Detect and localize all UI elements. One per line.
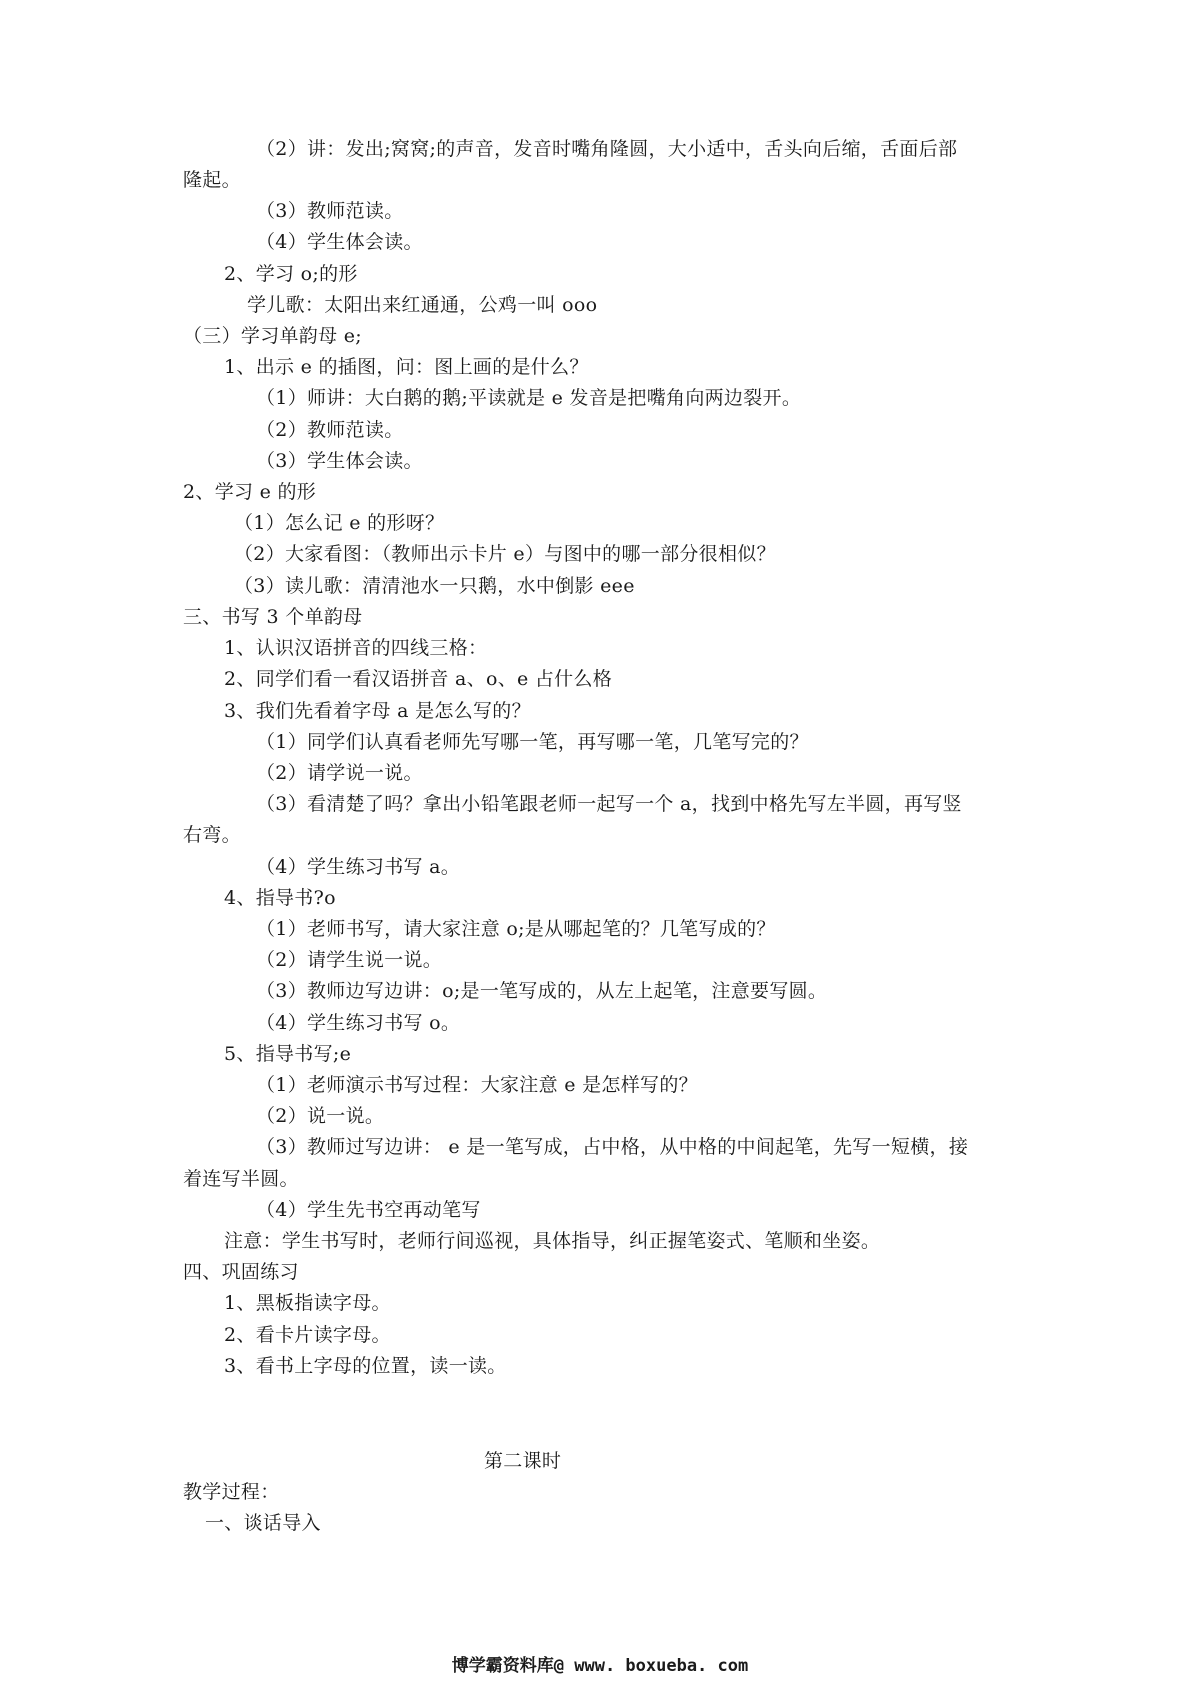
text-line: （4）学生练习书写 a。 [256, 856, 461, 878]
text-line: （3）看清楚了吗？拿出小铅笔跟老师一起写一个 a，找到中格先写左半圆，再写竖 [256, 793, 962, 815]
text-line: （1）怎么记 e 的形呀？ [234, 512, 445, 534]
text-line: （4）学生练习书写 o。 [256, 1012, 461, 1034]
text-line: （2）讲：发出;窝窝;的声音，发音时嘴角隆圆，大小适中，舌头向后缩，舌面后部 [256, 138, 958, 160]
text-line: （3）教师边写边讲：o;是一笔写成的，从左上起笔，注意要写圆。 [256, 980, 828, 1002]
text-line: （2）教师范读。 [256, 419, 404, 441]
text-line: （2）大家看图：（教师出示卡片 e）与图中的哪一部分很相似？ [234, 543, 776, 565]
text-line: 隆起。 [183, 169, 241, 191]
text-line: （1）师讲：大白鹅的鹅;平读就是 e 发音是把嘴角向两边裂开。 [256, 387, 802, 409]
text-line: 3、看书上字母的位置，读一读。 [224, 1355, 507, 1377]
text-line: 教学过程： [183, 1481, 280, 1503]
text-line: （1）同学们认真看老师先写哪一笔，再写哪一笔，几笔写完的？ [256, 731, 809, 753]
text-line: （2）请学说一说。 [256, 762, 423, 784]
text-line: （1）老师书写，请大家注意 o;是从哪起笔的？几笔写成的？ [256, 918, 776, 940]
lesson-title: 第二课时 [484, 1450, 562, 1472]
text-line: 2、同学们看一看汉语拼音 a、o、e 占什么格 [224, 668, 613, 690]
text-line: 注意：学生书写时，老师行间巡视，具体指导，纠正握笔姿式、笔顺和坐姿。 [224, 1230, 881, 1252]
section-heading: 一、谈话导入 [205, 1512, 321, 1534]
text-line: （3）教师过写边讲： e 是一笔写成，占中格，从中格的中间起笔，先写一短横，接 [256, 1136, 969, 1158]
text-line: 1、出示 e 的插图，问：图上画的是什么？ [224, 356, 589, 378]
footer-watermark: 博学霸资料库@ www. boxueba. com [451, 1656, 749, 1676]
section-heading: （三）学习单韵母 e; [183, 325, 362, 347]
section-heading: 四、巩固练习 [183, 1261, 299, 1283]
section-heading: 三、书写 3 个单韵母 [183, 606, 363, 628]
text-line: 2、看卡片读字母。 [224, 1324, 391, 1346]
text-line: （3）学生体会读。 [256, 450, 423, 472]
text-line: （4）学生体会读。 [256, 231, 423, 253]
text-line: 2、学习 e 的形 [183, 481, 317, 503]
text-line: 着连写半圆。 [183, 1168, 299, 1190]
text-line: 1、黑板指读字母。 [224, 1292, 391, 1314]
text-line: （2）说一说。 [256, 1105, 385, 1127]
text-line: 5、指导书写;e [224, 1043, 352, 1065]
text-line: （3）教师范读。 [256, 200, 404, 222]
text-line: （4）学生先书空再动笔写 [256, 1199, 481, 1221]
text-line: 右弯。 [183, 824, 241, 846]
text-line: 学儿歌：太阳出来红通通，公鸡一叫 ooo [247, 294, 598, 316]
text-line: （2）请学生说一说。 [256, 949, 443, 971]
text-line: （1）老师演示书写过程：大家注意 e 是怎样写的？ [256, 1074, 698, 1096]
text-line: 1、认识汉语拼音的四线三格： [224, 637, 488, 659]
text-line: 2、学习 o;的形 [224, 263, 358, 285]
text-line: 3、我们先看着字母 a 是怎么写的？ [224, 700, 531, 722]
text-line: 4、指导书?o [224, 887, 336, 909]
text-line: （3）读儿歌：清清池水一只鹅，水中倒影 eee [234, 575, 635, 597]
